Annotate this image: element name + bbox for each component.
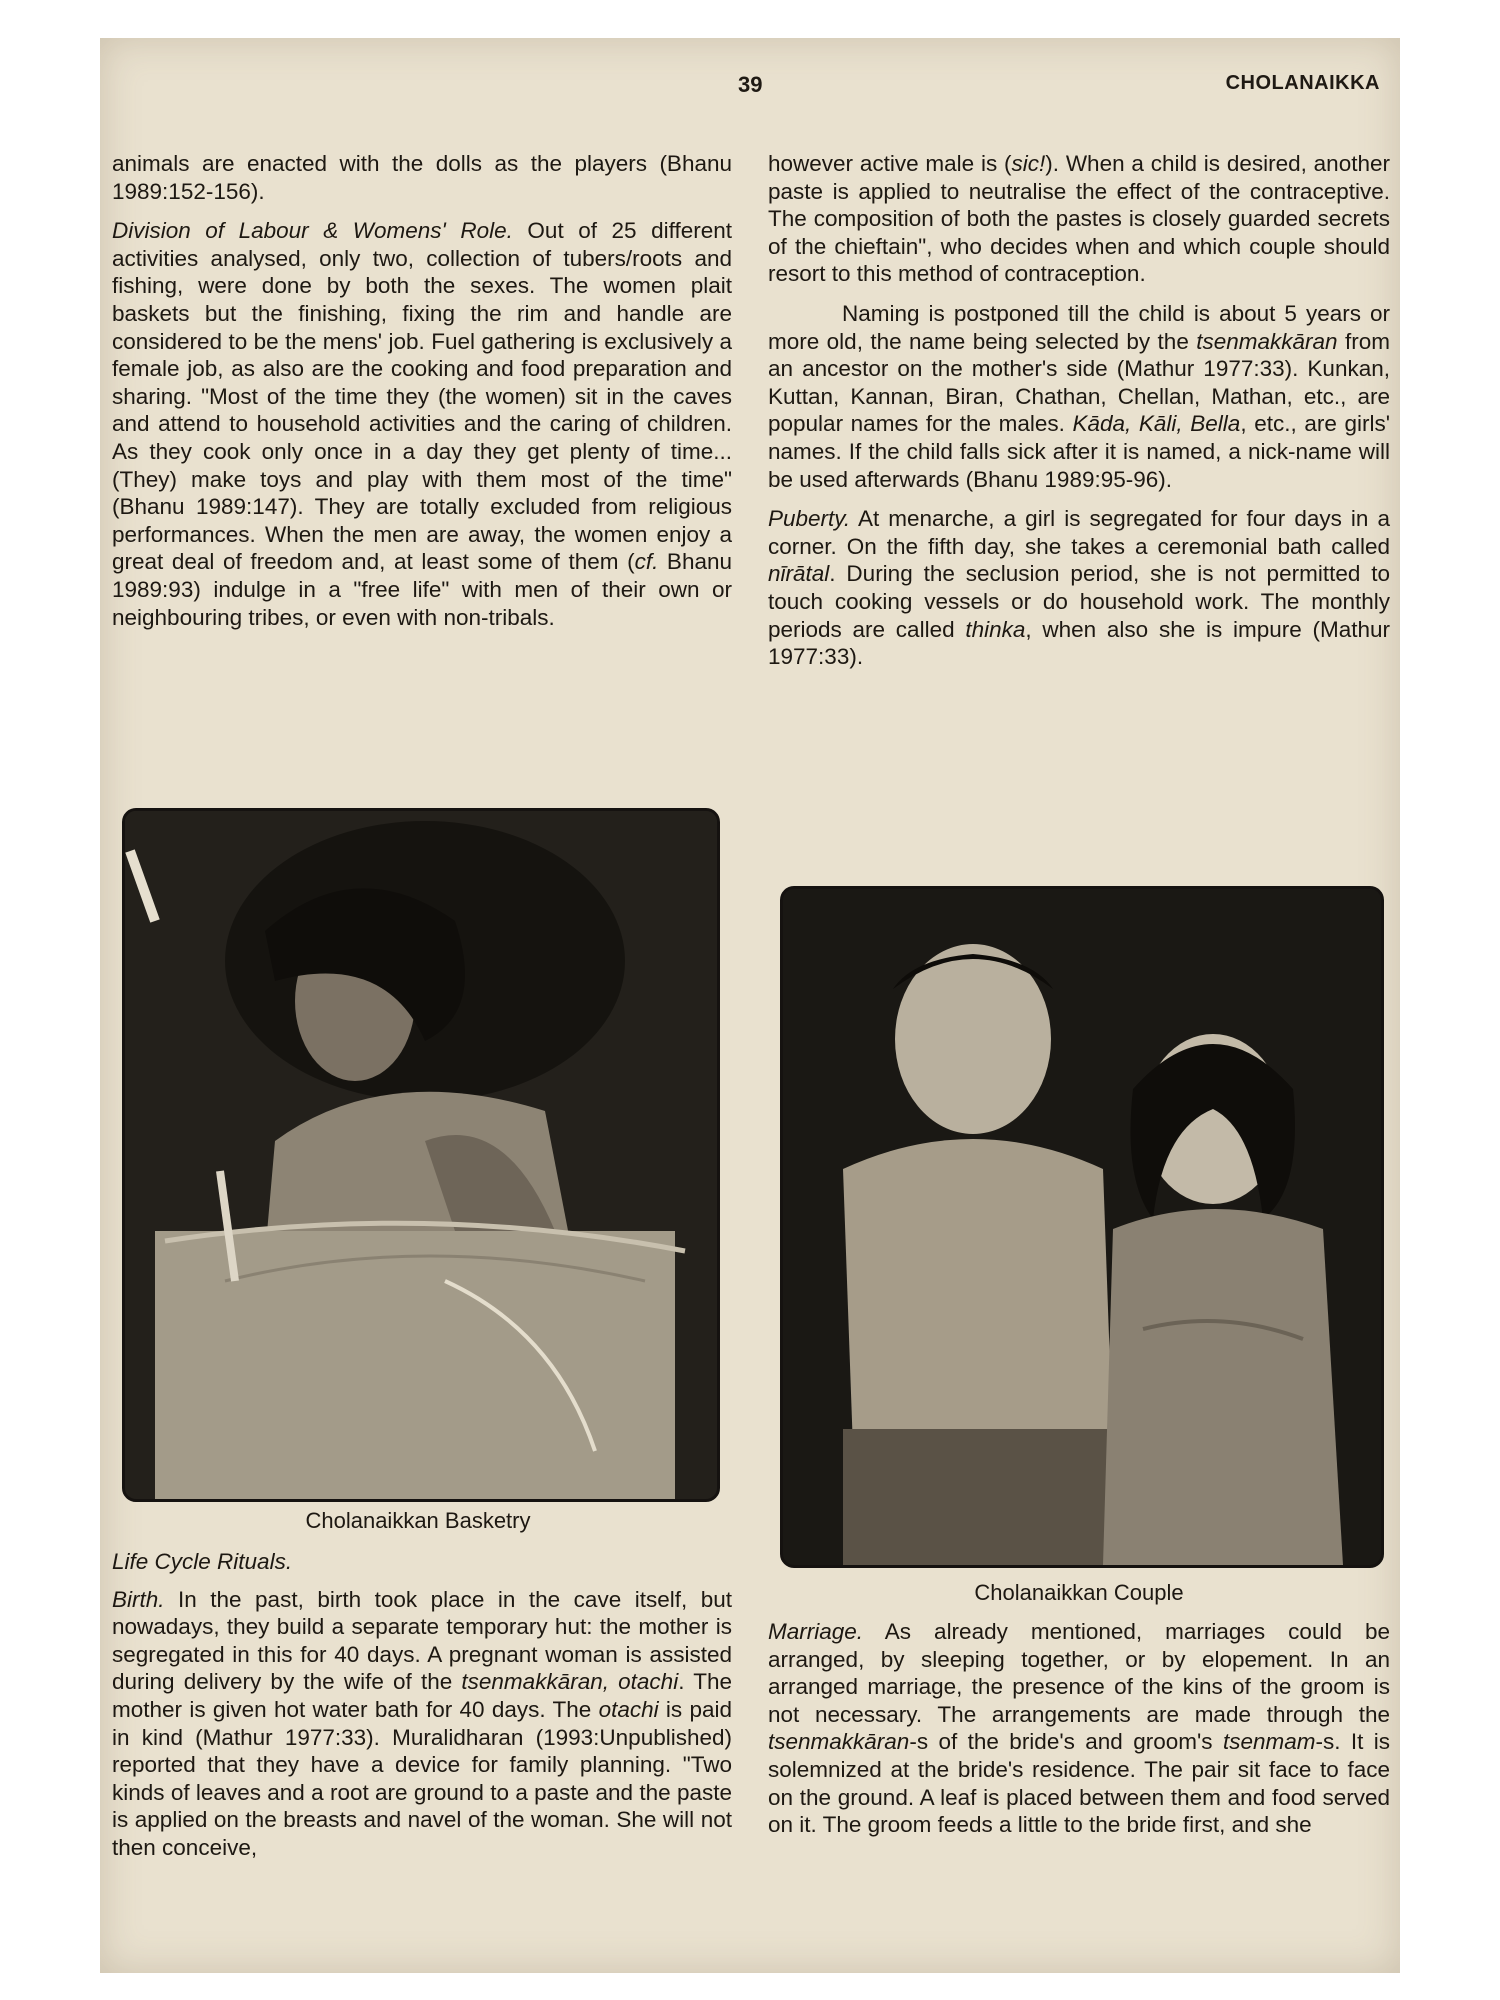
running-header: CHOLANAIKKA — [1225, 72, 1380, 94]
section-heading: Division of Labour & Womens' Role. — [112, 218, 513, 244]
paragraph-division-of-labour: Division of Labour & Womens' Role. Out of 25 different activities analysed, only two, collection of tubers/roots and fishing, were done by both the sexes. The women plait baskets but the finishing, fixing the rim and handle are considered to be the mens' job. Fuel gathering is exclusively a female job, as also are the cooking and food preparation and sharing. "Most of the time they (the women) sit in the caves and attend to household activities and the caring of children. As they cook only once in a day they get plenty of time...(They) make toys and play with them most of the time" (Bhanu 1989:147). They are totally excluded from religious performances. When the men are away, the women enjoy a great deal of freedom and, at least some of them (cf. Bhanu 1989:93) indulge in a "free life" with men of their own or neighbouring tribes, or even with non-tribals. — [112, 218, 732, 630]
photo-caption-couple: Cholanaikkan Couple — [974, 1580, 1184, 1605]
right-column-top — [768, 150, 1390, 671]
section-heading-life-cycle: Life Cycle Rituals. — [112, 1549, 293, 1574]
couple-photo — [780, 886, 1384, 1568]
paragraph-marriage: Marriage. As already mentioned, marriages could be arranged, by sleeping together, or by elopement. In an arranged marriage, the presence of the kins of the groom is not necessary. The arrangements are made through the tsenmakkāran-s of the bride's and groom's tsenmam-s. It is solemnized at the bride's residence. The pair sit face to face on the ground. A leaf is placed between them and food served on it. The groom feeds a little to the bride first, and she — [768, 1619, 1391, 1838]
paragraph-birth: Birth. In the past, birth took place in the cave itself, but nowadays, they build a separate temporary hut: the mother is segregated in this for 40 days. A pregnant woman is assisted during delivery by the wife of the tsenmakkāran, otachi. The mother is given hot water bath for 40 days. The otachi is paid in kind (Mathur 1977:33). Muralidharan (1993:Unpublished) reported that they have a device for family planning. "Two kinds of leaves and a root are ground to a paste and the paste is applied on the breasts and navel of the woman. She will not then conceive, — [112, 1586, 732, 1860]
section-heading: Puberty. — [768, 506, 851, 532]
section-heading: Marriage. — [768, 1619, 864, 1644]
basketry-photo-illustration — [125, 811, 717, 1499]
basketry-photo — [122, 808, 720, 1502]
section-heading: Birth. — [112, 1586, 165, 1612]
paragraph: animals are enacted with the dolls as the players (Bhanu 1989:152-156). — [112, 151, 732, 204]
page-number: 39 — [738, 72, 763, 97]
couple-photo-illustration — [783, 889, 1381, 1565]
paragraph: however active male is (sic!). When a child is desired, another paste is applied to neutralise the effect of the contraceptive. The composition of both the pastes is closely guarded secrets of the chieftain", who decides when and which couple should resort to this method of contraception. — [768, 151, 1390, 287]
right-column-bottom — [768, 1618, 1390, 1839]
photo-caption-basketry: Cholanaikkan Basketry — [305, 1508, 531, 1533]
left-column-top — [112, 150, 732, 631]
book-page — [100, 38, 1400, 1973]
paragraph-puberty: Puberty. At menarche, a girl is segregated for four days in a corner. On the fifth day, she takes a ceremonial bath called nīrātal. During the seclusion period, she is not permitted to touch cooking vessels or do household work. The monthly periods are called thinka, when also she is impure (Mathur 1977:33). — [768, 506, 1390, 670]
left-column-bottom — [112, 1548, 732, 1862]
paragraph-naming: Naming is postponed till the child is about 5 years or more old, the name being selected by the tsenmakkāran from an ancestor on the mother's side (Mathur 1977:33). Kunkan, Kuttan, Kannan, Biran, Chathan, Chellan, Mathan, etc., are popular names for the males. Kāda, Kāli, Bella, etc., are girls' names. If the child falls sick after it is named, a nick-name will be used afterwards (Bhanu 1989:95-96). — [768, 300, 1391, 492]
